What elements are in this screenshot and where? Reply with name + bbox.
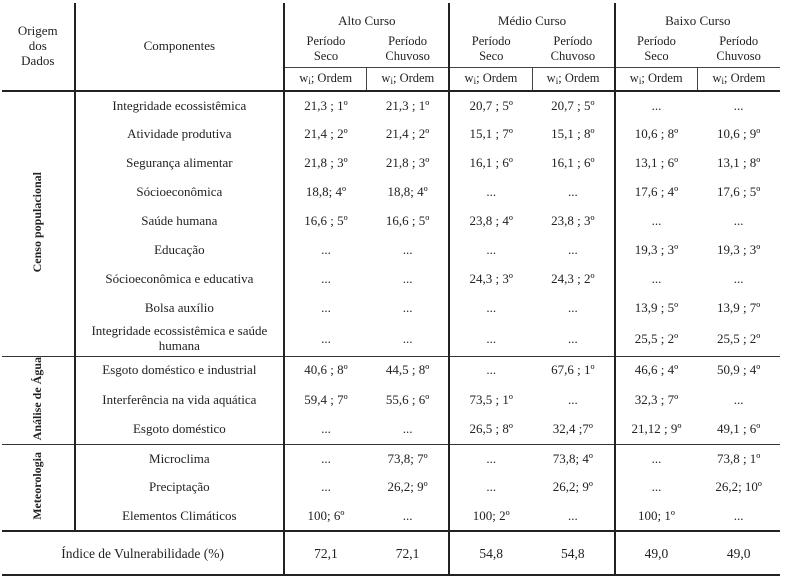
header-w: w	[546, 71, 556, 86]
group-label-cell	[2, 444, 75, 531]
value-cell: ...	[486, 242, 497, 258]
value-cell: 13,1 ; 8º	[716, 155, 761, 171]
table-row	[2, 91, 780, 120]
total-label: Índice de Vulnerabilidade (%)	[2, 531, 284, 575]
group-label: Censo populacional	[29, 171, 44, 272]
header-origin-line-1: Origem	[17, 23, 58, 39]
value-cell: 21,3 ; 1º	[367, 91, 450, 120]
value-cell: ...	[367, 415, 450, 444]
table-row	[2, 178, 780, 207]
value-cell: 59,4 ; 7º	[304, 391, 348, 407]
total-value: 49,0	[615, 531, 698, 575]
table-row	[2, 356, 780, 385]
value-cell: 24,3 ; 3º	[469, 271, 513, 287]
header-ordem: ; Ordem	[558, 71, 600, 86]
component-name: Atividade produtiva	[75, 120, 285, 149]
header-w: w	[712, 71, 722, 86]
value-cell: ...	[321, 420, 331, 436]
value-cell: 18,8; 4º	[367, 178, 450, 207]
header-period-word: Período	[719, 34, 759, 49]
header-ordem: ; Ordem	[310, 71, 353, 86]
value-cell: 21,4 ; 2º	[367, 120, 450, 149]
value-cell: 16,1 ; 6º	[532, 149, 615, 178]
value-cell: 26,2; 10º	[715, 479, 762, 495]
value-cell: 25,5 ; 2º	[634, 330, 679, 346]
value-cell: 25,5 ; 2º	[716, 330, 761, 346]
value-cell: 21,4 ; 2º	[304, 126, 348, 142]
value-cell: ...	[532, 236, 615, 265]
header-origin-line-3: Dados	[21, 52, 55, 68]
value-cell: 26,2; 9º	[532, 473, 615, 502]
component-name: Educação	[75, 236, 285, 265]
value-cell: 44,5 ; 8º	[367, 356, 450, 385]
table-row	[2, 444, 780, 473]
value-cell: ...	[321, 300, 331, 316]
value-cell: 16,6 ; 5º	[304, 213, 348, 229]
component-name: Saúde humana	[75, 207, 285, 236]
value-cell: 73,5 ; 1º	[469, 391, 513, 407]
value-cell: ...	[733, 391, 744, 407]
table-row	[2, 149, 780, 178]
value-cell: 100; 2º	[472, 507, 510, 523]
value-cell: 73,8; 7º	[367, 444, 450, 473]
value-cell: ...	[284, 444, 367, 473]
total-value: 54,8	[449, 531, 532, 575]
header-ordem: ; Ordem	[641, 71, 683, 86]
value-cell: ...	[733, 507, 744, 523]
header-w-index: i	[473, 76, 477, 87]
value-cell: ...	[449, 444, 532, 473]
value-cell: ...	[651, 271, 662, 287]
value-cell: 24,3 ; 2º	[532, 265, 615, 294]
value-cell: 50,9 ; 4º	[697, 356, 780, 385]
value-cell: 49,1 ; 6º	[716, 420, 761, 436]
value-cell: 100; 1º	[638, 507, 675, 523]
header-w: w	[629, 71, 639, 86]
value-cell: 55,6 ; 6º	[367, 385, 450, 414]
value-cell: ...	[651, 97, 662, 113]
component-name: Sócioeconômica	[75, 178, 285, 207]
value-cell: ...	[367, 236, 450, 265]
value-cell: 15,1 ; 8º	[532, 120, 615, 149]
header-w: w	[299, 71, 309, 86]
value-cell: 16,6 ; 5º	[367, 207, 450, 236]
value-cell: 73,8; 4º	[532, 444, 615, 473]
table-row	[2, 415, 780, 444]
value-cell: ...	[532, 502, 615, 531]
table-row	[2, 120, 780, 149]
header-ordem: ; Ordem	[392, 71, 435, 86]
total-value: 54,8	[532, 531, 615, 575]
header-ordem: ; Ordem	[724, 71, 766, 86]
value-cell: 19,3 ; 3º	[634, 242, 679, 258]
header-w-index: i	[721, 76, 725, 87]
table-row	[2, 207, 780, 236]
header-components: Componentes	[75, 3, 285, 91]
value-cell: ...	[486, 479, 497, 495]
value-cell: 21,8 ; 3º	[367, 149, 450, 178]
vulnerability-table	[2, 3, 780, 576]
group-label-cell	[2, 91, 75, 356]
value-cell: ...	[651, 479, 662, 495]
table-row	[2, 323, 780, 356]
header-ordem: ; Ordem	[476, 71, 518, 86]
header-weight-order	[615, 67, 698, 91]
component-name: Integridade ecossistêmica	[75, 91, 285, 120]
value-cell: ...	[733, 213, 744, 229]
value-cell: ...	[321, 242, 331, 258]
component-name: Integridade ecossistêmica e saúde humana	[75, 323, 285, 356]
value-cell: 10,6 ; 8º	[634, 126, 679, 142]
header-period-baixo-chuvoso	[697, 31, 780, 67]
value-cell: ...	[321, 271, 331, 287]
value-cell: ...	[321, 330, 331, 346]
group-label: Análise de Água	[29, 356, 44, 440]
total-row	[2, 531, 780, 575]
header-w: w	[464, 71, 474, 86]
component-name: Esgoto doméstico e industrial	[75, 356, 285, 385]
group-label: Meteorologia	[29, 451, 44, 520]
value-cell: 32,3 ; 7º	[634, 391, 679, 407]
value-cell: 46,6 ; 4º	[615, 356, 698, 385]
value-cell: 23,8 ; 4º	[469, 213, 513, 229]
value-cell: 17,6 ; 5º	[716, 184, 761, 200]
value-cell: ...	[651, 213, 662, 229]
group-label-cell	[2, 356, 75, 444]
value-cell: 18,8; 4º	[305, 184, 347, 200]
header-period-word: Período	[388, 34, 428, 49]
header-period-medio-seco	[449, 31, 532, 67]
header-period-medio-chuvoso	[532, 31, 615, 67]
header-weight-order	[284, 67, 367, 91]
value-cell: ...	[486, 330, 497, 346]
value-cell: 26,2; 9º	[367, 473, 450, 502]
value-cell: ...	[532, 178, 615, 207]
header-w-index: i	[308, 76, 311, 87]
value-cell: 13,9 ; 7º	[716, 300, 761, 316]
header-period-word: Período	[553, 34, 593, 49]
total-value: 72,1	[367, 531, 450, 575]
header-w-index: i	[390, 76, 393, 87]
value-cell: 21,8 ; 3º	[304, 155, 348, 171]
value-cell: 13,1 ; 6º	[634, 155, 679, 171]
value-cell: 20,7 ; 5º	[469, 97, 513, 113]
header-origin	[2, 3, 75, 91]
header-medio-curso: Médio Curso	[449, 3, 614, 31]
value-cell: 73,8 ; 1º	[697, 444, 780, 473]
value-cell: ...	[486, 184, 497, 200]
component-name: Segurança alimentar	[75, 149, 285, 178]
value-cell: ...	[733, 97, 744, 113]
value-cell: ...	[367, 265, 450, 294]
header-period-word: Período	[471, 34, 511, 49]
value-cell: 17,6 ; 4º	[634, 184, 679, 200]
header-w: w	[381, 71, 391, 86]
header-period-type: Chuvoso	[716, 48, 761, 63]
value-cell: ...	[532, 323, 615, 356]
header-period-type: Seco	[313, 48, 339, 63]
header-period-alto-seco	[284, 31, 367, 67]
total-value: 49,0	[697, 531, 780, 575]
component-name: Preciptação	[75, 473, 285, 502]
value-cell: 19,3 ; 3º	[716, 242, 761, 258]
component-name: Microclima	[75, 444, 285, 473]
header-weight-order	[697, 67, 780, 91]
header-period-baixo-seco	[615, 31, 698, 67]
table-row	[2, 385, 780, 414]
header-period-word: Período	[306, 34, 346, 49]
header-alto-curso: Alto Curso	[284, 3, 449, 31]
header-period-type: Chuvoso	[550, 48, 596, 63]
value-cell: 21,3 ; 1º	[304, 97, 348, 113]
header-weight-order	[532, 67, 615, 91]
header-period-type: Chuvoso	[385, 48, 430, 63]
header-origin-line-2: dos	[28, 38, 47, 54]
header-period-alto-chuvoso	[367, 31, 450, 67]
value-cell: ...	[486, 300, 497, 316]
value-cell: ...	[367, 323, 450, 356]
value-cell: 100; 6º	[307, 507, 345, 523]
table-row	[2, 265, 780, 294]
table-row	[2, 294, 780, 323]
value-cell: 40,6 ; 8º	[284, 356, 367, 385]
header-w-index: i	[638, 76, 642, 87]
value-cell: ...	[367, 502, 450, 531]
value-cell: 10,6 ; 9º	[716, 126, 761, 142]
value-cell: 32,4 ;7º	[532, 415, 615, 444]
value-cell: 16,1 ; 6º	[469, 155, 513, 171]
header-baixo-curso: Baixo Curso	[665, 12, 731, 28]
header-weight-order	[367, 67, 450, 91]
value-cell: ...	[532, 294, 615, 323]
component-name: Bolsa auxílio	[75, 294, 285, 323]
header-weight-order	[449, 67, 532, 91]
component-name: Elementos Climáticos	[75, 502, 285, 531]
value-cell: ...	[367, 294, 450, 323]
table-row	[2, 502, 780, 531]
total-value: 72,1	[284, 531, 367, 575]
header-period-type: Seco	[479, 48, 504, 63]
header-w-index: i	[555, 76, 559, 87]
value-cell: 67,6 ; 1º	[532, 356, 615, 385]
value-cell: 20,7 ; 5º	[532, 91, 615, 120]
value-cell: ...	[733, 271, 744, 287]
value-cell: ...	[532, 385, 615, 414]
value-cell: ...	[615, 444, 698, 473]
component-name: Interferência na vida aquática	[75, 385, 285, 414]
value-cell: 13,9 ; 5º	[634, 300, 679, 316]
component-name: Sócioeconômica e educativa	[75, 265, 285, 294]
value-cell: 23,8 ; 3º	[532, 207, 615, 236]
value-cell: 15,1 ; 7º	[469, 126, 513, 142]
value-cell: ...	[321, 479, 331, 495]
header-period-word: Período	[637, 34, 676, 49]
value-cell: 21,12 ; 9º	[631, 420, 682, 436]
component-name: Esgoto doméstico	[75, 415, 285, 444]
header-period-type: Seco	[644, 48, 669, 63]
table-row	[2, 236, 780, 265]
value-cell: 26,5 ; 8º	[469, 420, 513, 436]
value-cell: ...	[449, 356, 532, 385]
table-row	[2, 473, 780, 502]
